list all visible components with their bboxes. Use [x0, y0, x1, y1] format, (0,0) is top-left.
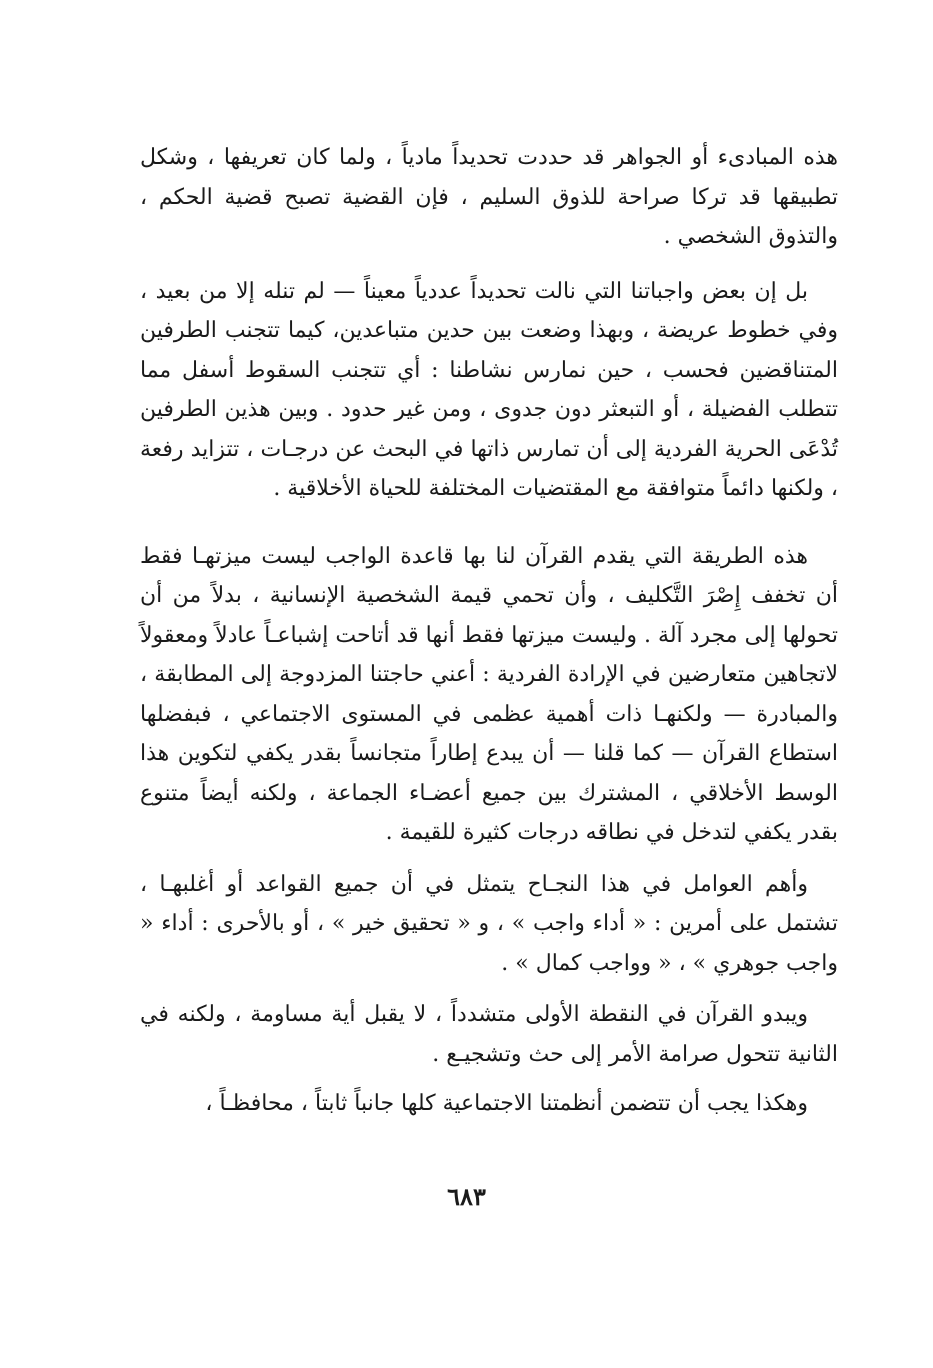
paragraph-4: وأهم العوامل في هذا النجـاح يتمثل في أن جميع القواعد أو أغلبهـا ، تشتمل على أمرين : « أداء واجب » ، و « تحقيق خير » ، أو بالأحرى : أداء « واجب جوهري » ، « وواجب كمال » . [140, 871, 838, 976]
paragraph-5: ويبدو القرآن في النقطة الأولى متشدداً ، لا يقبل أية مساومة ، ولكنه في الثانية تتحول صرامة الأمر إلى حث وتشجيـع . [140, 1002, 838, 1067]
page-body [140, 138, 838, 1124]
paragraph-1: هذه المبادىء أو الجواهر قد حددت تحديداً مادياً ، ولما كان تعريفها ، وشكل تطبيقها قد تركا صراحة للذوق السليم ، فإن القضية تصبح قضية الحكم ، والتذوق الشخصي . [140, 145, 838, 249]
paragraph-2: بل إن بعض واجباتنا التي نالت تحديداً عددياً معيناً — لم تنله إلا من بعيد ، وفي خطوط عريضة ، وبهذا وضعت بين حدين متباعدين، كيما تتجنب الطرفين المتناقضين فحسب ، حين نمارس نشاطنا : أي تتجنب السقوط أسفل مما تتطلب الفضيلة ، أو التبعثر دون جدوى ، ومن غير حدود . وبين هذين الطرفين تُدْعَى الحرية الفردية إلى أن تمارس ذاتها في البحث عن درجـات ، تتزايد رفعة ، ولكنها دائماً متوافقة مع المقتضيات المختلفة للحياة الأخلاقية . [140, 278, 838, 501]
paragraph-3: هذه الطريقة التي يقدم القرآن لنا بها قاعدة الواجب ليست ميزتهـا فقط أن تخفف إِصْرَ التَّكليف ، وأن تحمي قيمة الشخصية الإنسانية ، بدلاً من أن تحولها إلى مجرد آلة . وليست ميزتها فقط أنها قد أتاحت إشباعـاً عادلاً ومعقولاً لاتجاهين متعارضين في الإرادة الفردية : أعني حاجتنا المزدوجة إلى المطابقة ، والمبادرة — ولكنهـا ذات أهمية عظمى في المستوى الاجتماعي ، فبفضلها استطاع القرآن — كما قلنا — أن يبدع إطاراً متجانساً بقدر يكفي لتكوين هذا الوسط الأخلاقي ، المشترك بين جميع أعضـاء الجماعة ، ولكنه أيضاً متنوع بقدر يكفي لتدخل في نطاقه درجات كثيرة للقيمة . [140, 543, 839, 845]
page-number: ٦٨٣ [447, 1182, 486, 1211]
paragraph-6: وهكذا يجب أن تتضمن أنظمتنا الاجتماعية كلها جانباً ثابتاً ، محافظـاً ، [205, 1091, 808, 1116]
